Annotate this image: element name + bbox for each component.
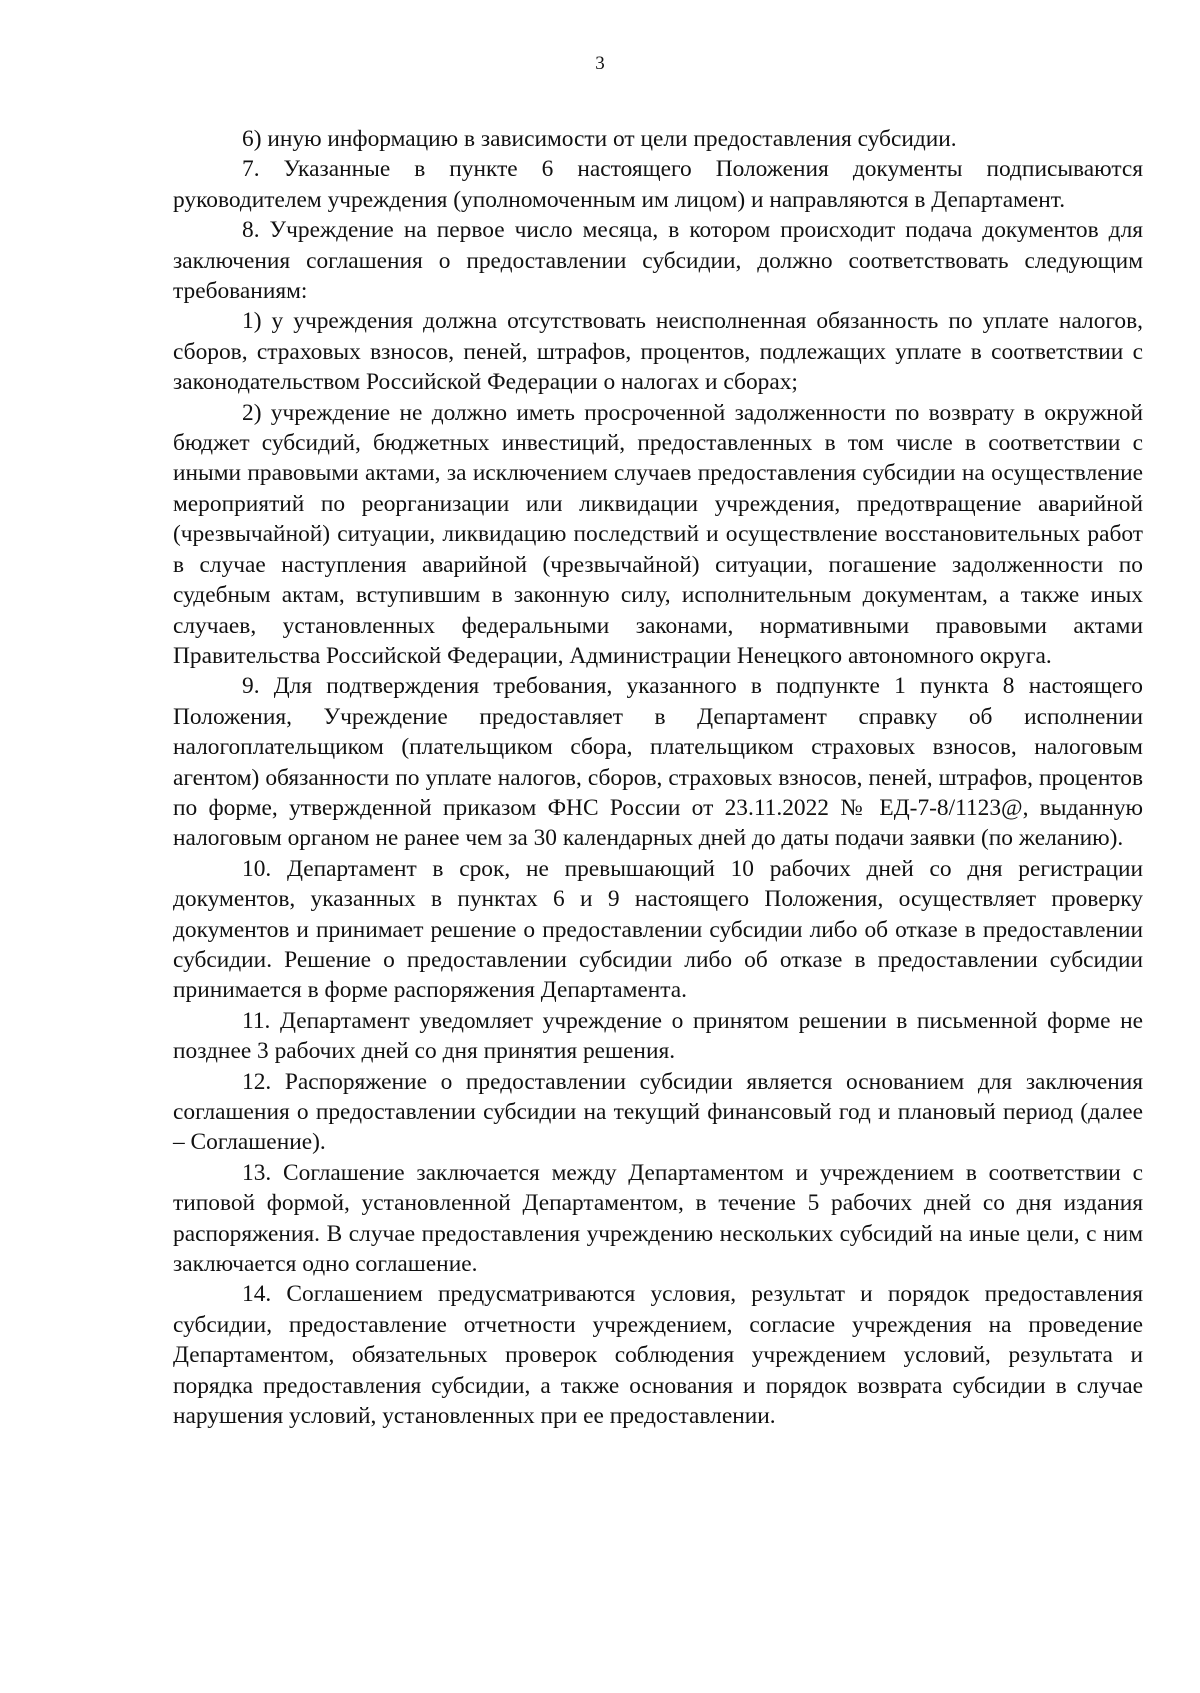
paragraph-clause-8: 8. Учреждение на первое число месяца, в котором происходит подача документов для заключения соглашения о предоставлении субсидии, должно соответствовать следующим требованиям: <box>173 217 1143 305</box>
paragraph-clause-11: 11. Департамент уведомляет учреждение о принятом решении в письменной форме не позднее 3 рабочих дней со дня принятия решения. <box>173 1007 1143 1065</box>
paragraph-clause-7: 7. Указанные в пункте 6 настоящего Положения документы подписываются руководителем учреждения (уполномоченным им лицом) и направляются в Департамент. <box>173 156 1143 213</box>
paragraph-clause-10: 10. Департамент в срок, не превышающий 10 рабочих дней со дня регистрации документов, указанных в пунктах 6 и 9 настоящего Положения, осуществляет проверку документов и принимает решение о предоставлении субсидии либо об отказе в предоставлении субсидии. Решение о предоставлении субсидии либо об отказе в предоставлении субсидии принимается в форме распоряжения Департамента. <box>173 855 1143 1004</box>
paragraph-clause-9: 9. Для подтверждения требования, указанного в подпункте 1 пункта 8 настоящего Положения, Учреждение предоставляет в Департамент справку об исполнении налогоплательщиком (плательщиком сбора, плательщиком страховых взносов, налоговым агентом) обязанности по уплате налогов, сборов, страховых взносов, пеней, штрафов, процентов по форме, утвержденной приказом ФНС России от 23.11.2022 № ЕД-7-8/1123@, выданную налоговым органом не ранее чем за 30 календарных дней до даты подачи заявки (по желанию). <box>173 673 1143 852</box>
paragraph-clause-12: 12. Распоряжение о предоставлении субсидии является основанием для заключения соглашения о предоставлении субсидии на текущий финансовый год и плановый период (далее – Соглашение). <box>173 1068 1143 1156</box>
document-body <box>173 124 1143 1431</box>
paragraph-clause-14: 14. Соглашением предусматриваются условия, результат и порядок предоставления субсидии, предоставление отчетности учреждением, согласие учреждения на проведение Департаментом, обязательных проверок соблюдения учреждением условий, результата и порядка предоставления субсидии, а также основания и порядок возврата субсидии в случае нарушения условий, установленных при ее предоставлении. <box>173 1281 1143 1430</box>
paragraph-clause-8-subitem-2: 2) учреждение не должно иметь просроченной задолженности по возврату в окружной бюджет субсидий, бюджетных инвестиций, предоставленных в том числе в соответствии с иными правовыми актами, за исключением случаев предоставления субсидии на осуществление мероприятий по реорганизации или ликвидации учреждения, предотвращение аварийной (чрезвычайной) ситуации, ликвидацию последствий и осуществление восстановительных работ в случае наступления аварийной (чрезвычайной) ситуации, погашение задолженности по судебным актам, вступившим в законную силу, исполнительным документам, а также иных случаев, установленных федеральными законами, нормативными правовыми актами Правительства Российской Федерации, Администрации Ненецкого автономного округа. <box>173 399 1143 669</box>
paragraph-clause-8-subitem-1: 1) у учреждения должна отсутствовать неисполненная обязанность по уплате налогов, сборов, страховых взносов, пеней, штрафов, процентов, подлежащих уплате в соответствии с законодательством Российской Федерации о налогах и сборах; <box>173 308 1143 396</box>
page-number: 3 <box>595 53 605 74</box>
paragraph-clause-13: 13. Соглашение заключается между Департаментом и учреждением в соответствии с типовой формой, установленной Департаментом, в течение 5 рабочих дней со дня издания распоряжения. В случае предоставления учреждению нескольких субсидий на иные цели, с ним заключается одно соглашение. <box>173 1159 1143 1278</box>
paragraph-item-6-subitem-6: 6) иную информацию в зависимости от цели предоставления субсидии. <box>242 126 957 152</box>
